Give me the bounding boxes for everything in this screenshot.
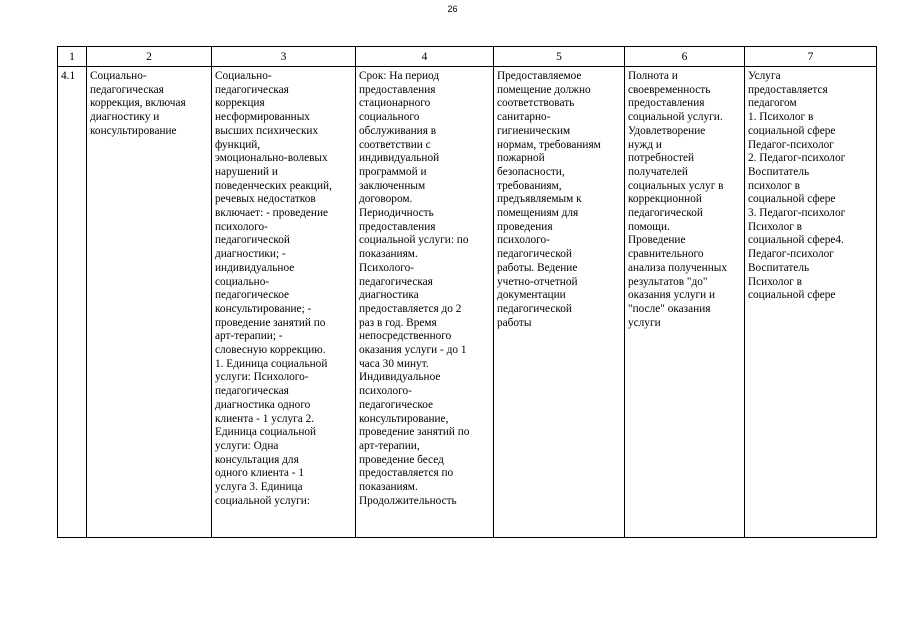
service-conditions-text: Предоставляемое помещение должно соответствовать санитарно- гигиеническим нормам, требованиям пожарной безопасности, требованиям, предъявляемым к помещениям для проведения психолого- педагогической работы. Ведение учетно-отчетной документации педагогической работы	[497, 70, 601, 329]
service-quality-cell	[625, 67, 745, 538]
table-header-row	[58, 47, 877, 67]
table-row	[58, 67, 877, 538]
column-header-1: 1	[58, 47, 87, 67]
service-terms-cell	[356, 67, 494, 538]
services-table	[57, 46, 877, 538]
column-header-5: 5	[494, 47, 625, 67]
service-terms-text: Срок: На период предоставления стационарного социального обслуживания в соответствии с индивидуальной программой и заключенным договором. Периодичность предоставления социальной услуги: по показаниям. Психолого- педагогическая диагностика предоставляется до 2 раз в год. Время непосредственного оказания услуги - до 1 часа 30 минут. Индивидуальное психолого- педагогическое консультирование, проведение занятий по арт-терапии, проведение бесед предоставляется по показаниям. Продолжительность	[359, 70, 470, 507]
column-header-3: 3	[212, 47, 356, 67]
service-conditions-cell	[494, 67, 625, 538]
service-description-cell	[212, 67, 356, 538]
row-number-text: 4.1	[61, 70, 76, 82]
column-header-4: 4	[356, 47, 494, 67]
service-staff-cell	[745, 67, 877, 538]
column-header-6: 6	[625, 47, 745, 67]
column-header-2: 2	[87, 47, 212, 67]
row-number-cell	[58, 67, 87, 538]
service-description-text: Социально- педагогическая коррекция несформированных высших психических функций, эмоционально-волевых нарушений и поведенческих реакций, речевых недостатков включает: - проведение психолого- педагогической диагностики; - индивидуальное социально- педагогическое консультирование; - проведение занятий по арт-терапии; - словесную коррекцию. 1. Единица социальной услуги: Психолого- педагогическая диагностика одного клиента - 1 услуга 2. Единица социальной услуги: Одна консультация для одного клиента - 1 услуга 3. Единица социальной услуги:	[215, 70, 332, 507]
service-staff-text: Услуга предоставляется педагогом 1. Психолог в социальной сфере Педагог-психолог 2. Педагог-психолог Воспитатель психолог в социальной сфере 3. Педагог-психолог Психолог в социальной сфере4. Педагог-психолог Воспитатель Психолог в социальной сфере	[748, 70, 846, 302]
page-number: 26	[447, 4, 458, 14]
service-name-text: Социально- педагогическая коррекция, включая диагностику и консультирование	[90, 70, 186, 137]
service-name-cell	[87, 67, 212, 538]
service-quality-text: Полнота и своевременность предоставления социальной услуги. Удовлетворение нужд и потребностей получателей социальных услуг в коррекционной педагогической помощи. Проведение сравнительного анализа полученных результатов "до" оказания услуги и "после" оказания услуги	[628, 70, 728, 329]
column-header-7: 7	[745, 47, 877, 67]
